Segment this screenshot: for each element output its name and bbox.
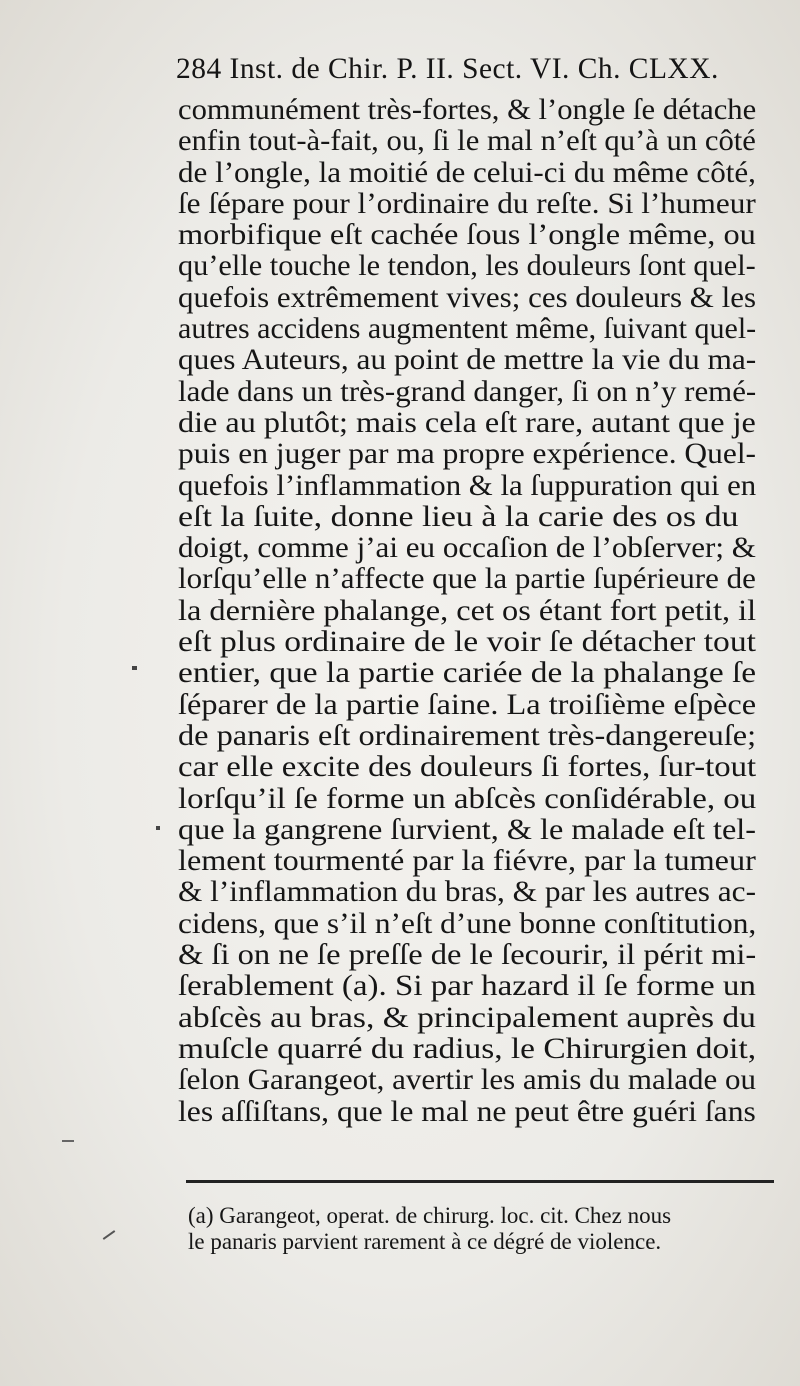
body-text (178, 95, 768, 1128)
text-line: de l’ongle, la moitié de celui-ci du même côté, (178, 156, 756, 189)
text-line: ſerablement (a). Si par hazard il ſe forme un (178, 970, 756, 1003)
margin-speck (62, 1140, 74, 1142)
text-line: & l’inflammation du bras, & par les autres ac- (178, 876, 756, 909)
text-line: lement tourmenté par la fiévre, par la tumeur (178, 845, 756, 878)
text-line: ques Auteurs, au point de mettre la vie du ma- (178, 344, 757, 377)
text-line: qu’elle touche le tendon, les douleurs ſont quel- (178, 250, 756, 283)
text-line: abſcès au bras, & principalement auprès du (178, 1001, 756, 1034)
text-line: lorſqu’elle n’affecte que la partie ſupérieure de (178, 563, 756, 596)
text-line: cidens, que s’il n’eſt d’une bonne conſtitution, (178, 907, 757, 940)
margin-speck (103, 1230, 116, 1240)
text-line: puis en juger par ma propre expérience. Quel- (178, 438, 757, 471)
text-line: morbifique eſt cachée ſous l’ongle même, ou (178, 219, 756, 252)
text-line: lorſqu’il ſe forme un abſcès conſidérable, ou (178, 782, 757, 815)
text-line: communément très-fortes, & l’ongle ſe détache (178, 94, 757, 126)
running-head: 284 Inst. de Chir. P. II. Sect. VI. Ch. CLXX. (176, 52, 719, 85)
text-line: ſe ſépare pour l’ordinaire du reſte. Si l’humeur (178, 187, 756, 220)
text-line: autres accidens augmentent même, ſuivant quel- (178, 313, 757, 346)
text-line: muſcle quarré du radius, le Chirurgien doit, (178, 1032, 757, 1065)
margin-speck (132, 666, 137, 670)
footnote-rule (186, 1180, 774, 1183)
text-line: & ſi on ne ſe preſſe de le ſecourir, il périt mi- (178, 939, 757, 972)
text-line: quefois l’inflammation & la ſuppuration qui en (178, 469, 757, 502)
footnote (188, 1203, 778, 1255)
text-line: enfin tout-à-fait, ou, ſi le mal n’eſt qu’à un côté (178, 125, 756, 158)
text-line: eſt plus ordinaire de le voir ſe détacher tout (178, 626, 756, 659)
text-line: car elle excite des douleurs ſi fortes, ſur-tout (178, 751, 757, 784)
text-line: ſelon Garangeot, avertir les amis du malade ou (178, 1064, 757, 1097)
text-line: entier, que la partie cariée de la phalange ſe (178, 657, 757, 690)
text-line: doigt, comme j’ai eu occaſion de l’obſerver; & (178, 532, 756, 565)
text-line: la dernière phalange, cet os étant fort petit, il (178, 594, 757, 627)
text-line: ſéparer de la partie ſaine. La troiſième eſpèce (178, 688, 757, 721)
text-line: eſt la ſuite, donne lieu à la carie des os du (178, 500, 739, 533)
text-line: que la gangrene ſurvient, & le malade eſt tel- (178, 813, 756, 846)
footnote-line: (a) Garangeot, operat. de chirurg. loc. cit. Chez nous (188, 1203, 672, 1228)
text-line: les aſſiſtans, que le mal ne peut être guéri ſans (178, 1095, 756, 1128)
footnote-line: le panaris parvient rarement à ce dégré de violence. (188, 1229, 662, 1254)
text-line: die au plutôt; mais cela eſt rare, autant que je (178, 406, 756, 439)
text-line: de panaris eſt ordinairement très-dangereuſe; (178, 719, 757, 752)
text-line: lade dans un très-grand danger, ſi on n’y remé- (178, 375, 757, 408)
text-line: quefois extrêmement vives; ces douleurs & les (178, 281, 757, 314)
margin-speck (156, 826, 160, 830)
